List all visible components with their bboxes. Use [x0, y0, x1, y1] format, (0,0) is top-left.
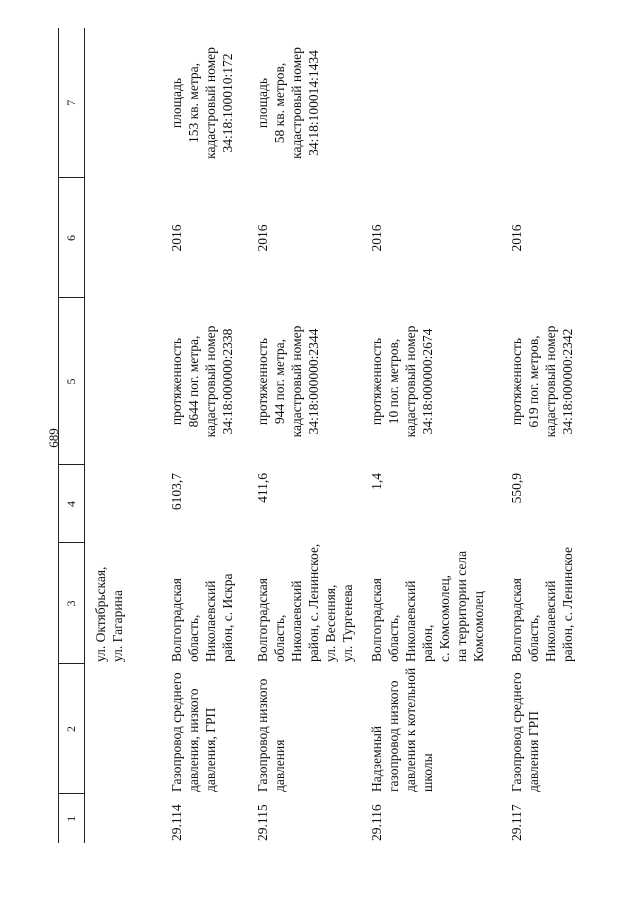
- year-cell: 2016: [168, 224, 184, 251]
- value-cell: 6103,7: [168, 472, 184, 510]
- note-cell: [358, 28, 500, 178]
- note-cell: [500, 28, 588, 178]
- column-header-5: 5: [58, 298, 84, 465]
- address-cell: ул. Октябрьская, ул. Гагарина: [92, 566, 125, 662]
- year-cell: 2016: [508, 224, 524, 251]
- address-cell: Волгоградская область, Николаевский район, с. Комсомолец, на территории села Комсомолец: [368, 550, 486, 662]
- table-row: [358, 28, 500, 843]
- table-row: [500, 28, 588, 843]
- column-header-4: 4: [58, 465, 84, 543]
- column-header-7: 7: [58, 28, 84, 178]
- address-cell: Волгоградская область, Николаевский район, с. Искра: [168, 573, 235, 662]
- table-row: [250, 28, 358, 843]
- property-table: [58, 28, 588, 843]
- row-number-cell: 29.116: [368, 803, 384, 841]
- page-number: 689: [46, 428, 61, 448]
- column-number-row: [58, 28, 84, 843]
- column-header-1: 1: [58, 794, 84, 843]
- column-header-2: 2: [58, 664, 84, 794]
- note-cell: площадь 58 кв. метров, кадастровый номер 34:18:100014:1434: [254, 46, 321, 159]
- column-header-6: 6: [58, 178, 84, 298]
- value-cell: 550,9: [508, 472, 524, 503]
- object-name-cell: Газопровод среднего давления, низкого давления, ГРП: [168, 671, 218, 792]
- year-cell: 2016: [254, 224, 270, 251]
- value-cell: 1,4: [368, 472, 384, 490]
- address-cell: Волгоградская область, Николаевский район, с. Ленинское: [508, 546, 575, 662]
- address-cell: Волгоградская область, Николаевский район, с. Ленинское, ул. Весенняя, ул. Тургенева: [254, 543, 355, 662]
- object-name-cell: Газопровод среднего давления ГРП: [508, 671, 541, 792]
- table-row: [156, 28, 250, 843]
- characteristic-cell: протяженность 944 пог. метра, кадастровый номер 34:18:000000:2344: [254, 325, 321, 437]
- row-number-cell: 29.114: [168, 803, 184, 841]
- row-number-cell: 29.115: [254, 803, 270, 841]
- characteristic-cell: протяженность 10 пог. метров, кадастровый номер 34:18:000000:2674: [368, 325, 435, 437]
- object-name-cell: Надземный газопровод низкого давления к котельной школы: [368, 667, 435, 792]
- characteristic-cell: протяженность 619 пог. метров, кадастровый номер 34:18:000000:2342: [508, 325, 575, 437]
- row-number-cell: 29.117: [508, 803, 524, 841]
- column-header-3: 3: [58, 543, 84, 664]
- object-name-cell: Газопровод низкого давления: [254, 678, 287, 792]
- year-cell: 2016: [368, 224, 384, 251]
- table-row-continuation: [84, 28, 156, 843]
- characteristic-cell: протяженность 8644 пог. метра, кадастровый номер 34:18:000000:2338: [168, 325, 235, 437]
- value-cell: 411,6: [254, 472, 270, 503]
- rotated-table-sheet: [58, 28, 583, 843]
- note-cell: площадь 153 кв. метра, кадастровый номер 34:18:100010:172: [168, 46, 235, 159]
